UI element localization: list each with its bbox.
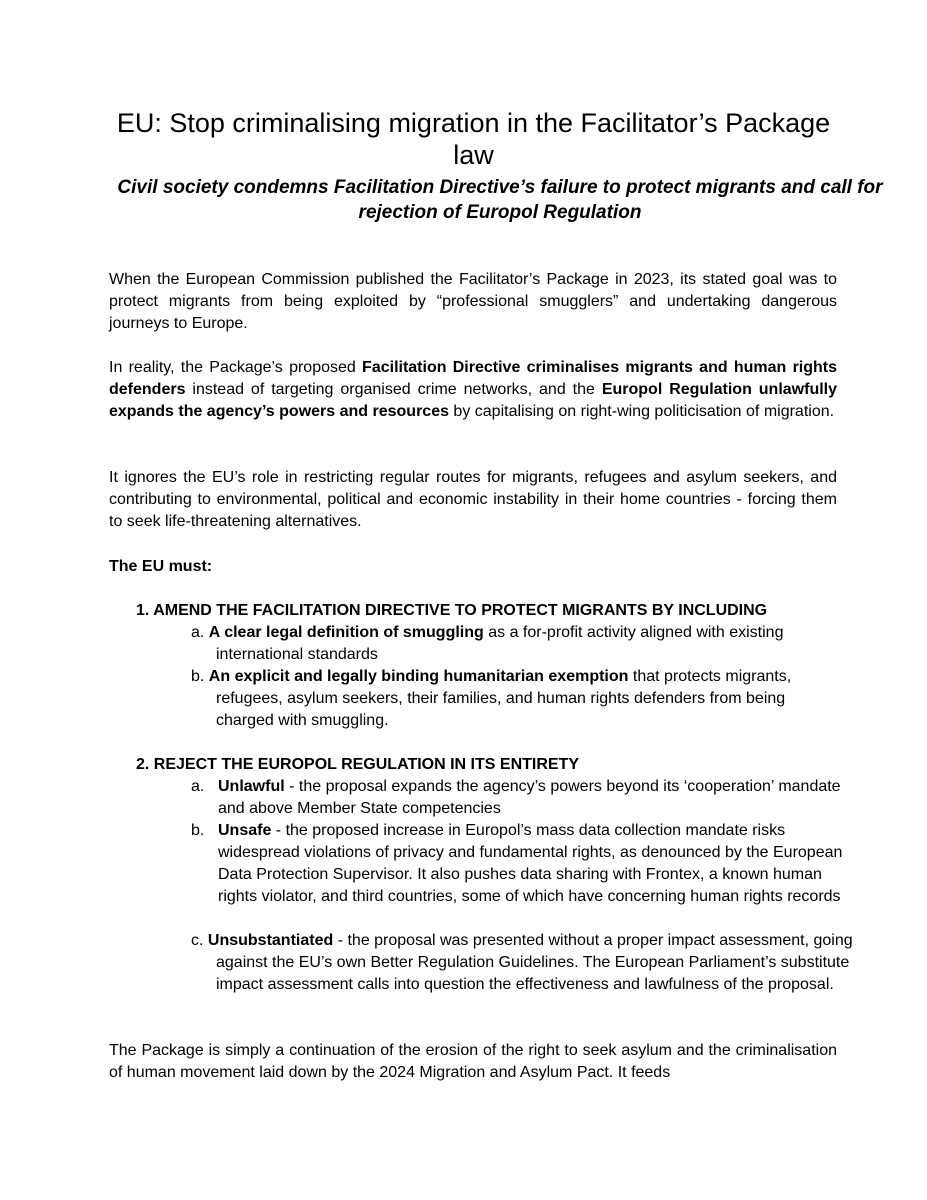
list-item-bold: Unsubstantiated bbox=[207, 932, 334, 949]
list-item bbox=[191, 622, 846, 666]
list-marker: c. bbox=[191, 932, 204, 949]
page-title: EU: Stop criminalising migration in the Facilitator’s Package law bbox=[116, 108, 831, 170]
reality-text-1: In reality, the Package’s proposed bbox=[109, 359, 363, 376]
list-item bbox=[191, 776, 858, 820]
list-item-text: - the proposed increase in Europol’s mass data collection mandate risks widespread violations of privacy and fundamental rights, as denounced by the European Data Protection Supervisor. It also pushes data sharing with Frontex, a known human rights violator, and third countries, some of which have concerning human rights records bbox=[218, 822, 843, 905]
eu-must-heading: The EU must: bbox=[109, 558, 213, 575]
section1-heading: 1. AMEND THE FACILITATION DIRECTIVE TO PROTECT MIGRANTS BY INCLUDING bbox=[136, 602, 768, 619]
reality-bold-2: Europol Regulation unlawfully expands the agency’s powers and resources bbox=[109, 381, 838, 420]
list-marker: a. bbox=[191, 624, 205, 641]
list-item-text: - the proposal expands the agency’s powers beyond its ‘cooperation’ mandate and above Member State competencies bbox=[218, 778, 841, 817]
list-item bbox=[191, 666, 846, 732]
page-subtitle: Civil society condemns Facilitation Directive’s failure to protect migrants and call for rejection of Europol Regulation bbox=[117, 177, 883, 223]
list-marker: a. bbox=[191, 778, 205, 795]
reality-bold-1: Facilitation Directive criminalises migrants and human rights defenders bbox=[109, 359, 838, 398]
list-item bbox=[191, 820, 858, 908]
list-item-text: that protects migrants, refugees, asylum seekers, their families, and human rights defenders from being charged with smuggling. bbox=[216, 668, 792, 729]
list-item bbox=[191, 930, 856, 996]
closing-paragraph: The Package is simply a continuation of the erosion of the right to seek asylum and the criminalisation of human movement laid down by the 2024 Migration and Asylum Pact. It feeds bbox=[109, 1042, 837, 1081]
list-marker: b. bbox=[191, 822, 205, 839]
list-marker: b. bbox=[191, 668, 205, 685]
reality-text-3: by capitalising on right-wing politicisation of migration. bbox=[448, 403, 835, 420]
intro-paragraph: When the European Commission published the Facilitator’s Package in 2023, its stated goal was to protect migrants from being exploited by “professional smugglers” and undertaking dangerous journeys to Europe. bbox=[109, 271, 837, 332]
ignores-paragraph: It ignores the EU’s role in restricting regular routes for migrants, refugees and asylum seekers, and contributing to environmental, political and economic instability in their home countries - forcing them to seek life-threatening alternatives. bbox=[109, 469, 837, 530]
list-item-bold: An explicit and legally binding humanitarian exemption bbox=[208, 668, 629, 685]
reality-text-2: instead of targeting organised crime networks, and the bbox=[185, 381, 602, 398]
list-item-bold: Unlawful bbox=[218, 778, 285, 795]
list-item-text: as a for-profit activity aligned with existing international standards bbox=[216, 624, 784, 663]
list-item-text: - the proposal was presented without a proper impact assessment, going against the EU’s own Better Regulation Guidelines. The European Parliament’s substitute impact assessment calls into question the effectiveness and lawfulness of the proposal. bbox=[216, 932, 853, 993]
reality-paragraph bbox=[109, 357, 837, 423]
list-item-bold: A clear legal definition of smuggling bbox=[208, 624, 484, 641]
section2-heading: 2. REJECT THE EUROPOL REGULATION IN ITS ENTIRETY bbox=[136, 756, 580, 773]
list-item-bold: Unsafe bbox=[218, 822, 272, 839]
